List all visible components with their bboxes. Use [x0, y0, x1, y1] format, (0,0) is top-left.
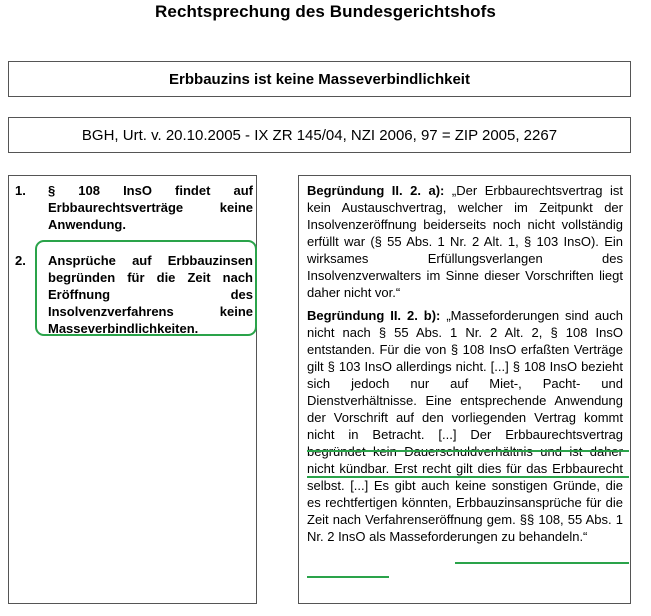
- headline-text: Erbbauzins ist keine Masseverbindlichkeit: [169, 70, 470, 88]
- underline-mark: [307, 450, 629, 452]
- reason-label: Begründung II. 2. b):: [307, 308, 441, 323]
- reason-paragraph-a: [307, 182, 623, 301]
- theses-box: [8, 175, 257, 604]
- thesis-text: § 108 InsO findet auf Erbbaurechtsverträge keine Anwendung.: [48, 183, 253, 232]
- thesis-item-2: [15, 252, 255, 342]
- reasons-box: [298, 175, 631, 604]
- headline-box: [8, 61, 631, 97]
- underline-mark: [307, 476, 629, 478]
- reason-label: Begründung II. 2. a):: [307, 183, 445, 198]
- citation-text: BGH, Urt. v. 20.10.2005 - IX ZR 145/04, NZI 2006, 97 = ZIP 2005, 2267: [81, 126, 558, 144]
- underline-mark: [307, 576, 389, 578]
- citation-box: [8, 117, 631, 153]
- reason-paragraph-b: [307, 307, 623, 545]
- thesis-text: Ansprüche auf Erbbauzinsen begründen für die Zeit nach Eröffnung des Insolvenzverfahrens keine Masseverbindlichkeiten.: [48, 253, 253, 336]
- page-title: Rechtsprechung des Bundesgerichtshofs: [155, 2, 496, 21]
- thesis-number: 1.: [15, 183, 26, 198]
- underline-mark: [455, 562, 629, 564]
- reason-text: „Masseforderungen sind auch nicht nach § 55 Abs. 1 Nr. 2 Alt. 2, § 108 InsO entstanden. Für die von § 108 InsO erfaßten Verträge gilt § 103 InsO allerdings nicht. [...] § 108 InsO bezieht sich jedoch nur auf Miet-, Pacht- und Dienstverhältnisse. Eine entsprechende Anwendung der Vorschrift auf den vorliegenden Vertrag kommt nicht in Betracht. [...] Der Erbbaurechtsvertrag nicht kündbar. Erst recht gilt dies für das Erbbaurecht selbst. [...] Es gibt auch keine sonstigen Gründe, die es rechtfertigen könnten, Erbbauzinsansprüche für die Zeit nach Verfahrenseröffnung gem. §§ 108, 55 Abs. 1 Nr. 2 InsO als Masseforderungen zu behandeln.“: [307, 308, 623, 544]
- thesis-number: 2.: [15, 253, 26, 268]
- thesis-item-1: [15, 182, 255, 242]
- reason-text: „Der Erbbaurechtsvertrag ist kein Austauschvertrag, welcher im Zeitpunkt der Insolvenzeröffnung beiderseits noch nicht vollständig erfüllt war (§ 55 Abs. 1 Nr. 2 Alt. 1, § 103 InsO). Ein wirksames Erfüllungsverlangen des Insolvenzverwalters im Sinne dieser Vorschriften liegt daher nicht vor.“: [307, 183, 623, 300]
